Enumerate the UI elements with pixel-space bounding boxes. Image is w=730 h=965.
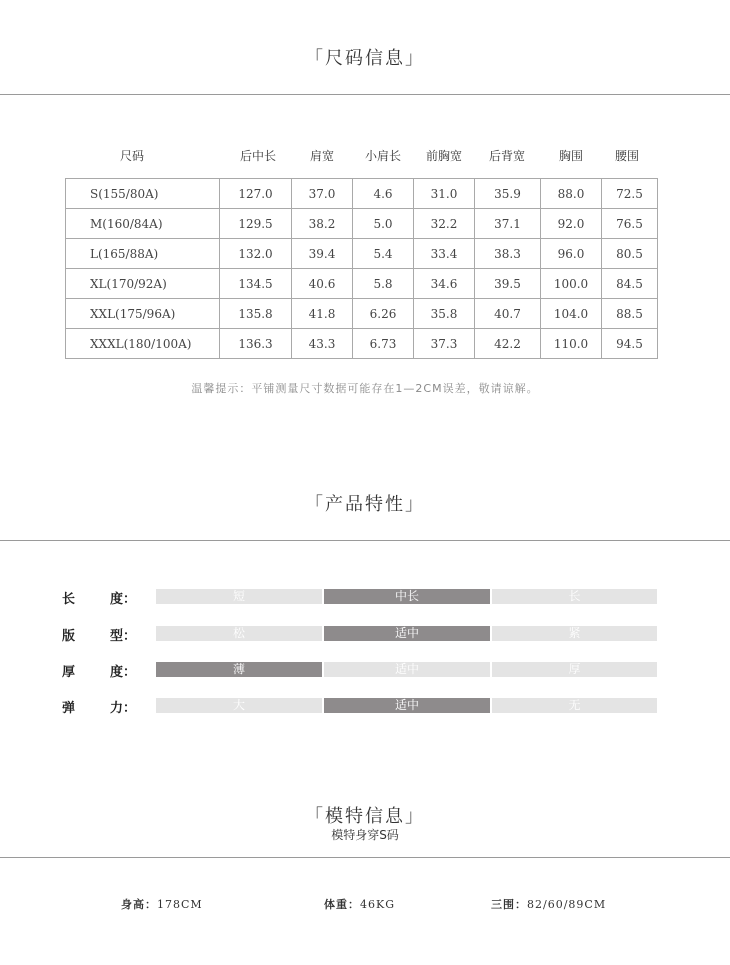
size-cell-value: 94.5 xyxy=(602,329,658,359)
size-cell-value: 38.3 xyxy=(475,239,541,269)
feature-option: 厚 xyxy=(492,662,657,677)
header-back-width: 后背宽 xyxy=(488,149,526,163)
feature-option: 适中 xyxy=(324,662,490,677)
model-subtitle: 模特身穿S码 xyxy=(331,828,399,842)
size-row xyxy=(66,209,658,239)
size-cell-value: 4.6 xyxy=(353,179,414,209)
feature-option: 紧 xyxy=(492,626,657,641)
feature-option: 无 xyxy=(492,698,657,713)
feature-option-selected: 适中 xyxy=(324,698,490,713)
size-cell-value: 132.0 xyxy=(220,239,292,269)
feature-label-char: 长 xyxy=(62,592,76,607)
feature-label-char: 弹 xyxy=(62,701,76,716)
size-row xyxy=(66,269,658,299)
size-cell-value: 80.5 xyxy=(602,239,658,269)
size-cell-value: 42.2 xyxy=(475,329,541,359)
size-cell-value: 38.2 xyxy=(292,209,353,239)
size-cell-label: S(155/80A) xyxy=(66,179,220,209)
model-measurements-label: 三围： xyxy=(491,898,527,911)
size-cell-value: 43.3 xyxy=(292,329,353,359)
size-cell-value: 88.0 xyxy=(541,179,602,209)
size-table xyxy=(65,178,658,359)
size-cell-value: 37.1 xyxy=(475,209,541,239)
size-cell-value: 39.5 xyxy=(475,269,541,299)
size-cell-value: 135.8 xyxy=(220,299,292,329)
size-cell-value: 37.0 xyxy=(292,179,353,209)
header-shoulder: 肩宽 xyxy=(309,149,335,163)
model-height xyxy=(121,896,203,912)
size-section-divider xyxy=(0,94,730,95)
size-cell-value: 134.5 xyxy=(220,269,292,299)
model-section-title: 「模特信息」 xyxy=(305,806,425,827)
size-cell-value: 5.4 xyxy=(353,239,414,269)
size-cell-value: 92.0 xyxy=(541,209,602,239)
size-cell-value: 33.4 xyxy=(414,239,475,269)
header-size: 尺码 xyxy=(119,149,145,163)
feature-label-suffix: 力： xyxy=(110,701,137,716)
size-cell-value: 5.0 xyxy=(353,209,414,239)
header-small-shoulder: 小肩长 xyxy=(364,149,402,163)
size-row xyxy=(66,239,658,269)
header-front-chest: 前胸宽 xyxy=(425,149,463,163)
feature-option: 长 xyxy=(492,589,657,604)
header-waist: 腰围 xyxy=(614,149,640,163)
size-row xyxy=(66,179,658,209)
size-cell-value: 88.5 xyxy=(602,299,658,329)
size-cell-value: 40.7 xyxy=(475,299,541,329)
header-back-length: 后中长 xyxy=(239,149,277,163)
size-cell-value: 72.5 xyxy=(602,179,658,209)
size-cell-value: 35.9 xyxy=(475,179,541,209)
size-cell-value: 127.0 xyxy=(220,179,292,209)
size-cell-value: 32.2 xyxy=(414,209,475,239)
header-chest: 胸围 xyxy=(558,149,584,163)
size-cell-value: 110.0 xyxy=(541,329,602,359)
feature-label-suffix: 型： xyxy=(110,629,137,644)
feature-option: 短 xyxy=(156,589,322,604)
size-cell-value: 136.3 xyxy=(220,329,292,359)
size-cell-value: 6.26 xyxy=(353,299,414,329)
feature-option: 松 xyxy=(156,626,322,641)
feature-label-suffix: 度： xyxy=(110,665,137,680)
size-row xyxy=(66,299,658,329)
size-cell-value: 41.8 xyxy=(292,299,353,329)
model-weight-label: 体重： xyxy=(324,898,360,911)
feature-section-title: 「产品特性」 xyxy=(305,494,425,515)
size-cell-label: XXXL(180/100A) xyxy=(66,329,220,359)
model-height-value: 178CM xyxy=(157,898,203,911)
model-measurements-value: 82/60/89CM xyxy=(527,898,607,911)
feature-option-selected: 中长 xyxy=(324,589,490,604)
size-table-header xyxy=(65,147,657,161)
size-cell-value: 39.4 xyxy=(292,239,353,269)
size-cell-label: L(165/88A) xyxy=(66,239,220,269)
size-cell-label: XXL(175/96A) xyxy=(66,299,220,329)
feature-label-char: 厚 xyxy=(62,665,76,680)
model-measurements xyxy=(491,896,606,912)
size-section-title: 「尺码信息」 xyxy=(305,48,425,69)
size-cell-value: 129.5 xyxy=(220,209,292,239)
feature-option-selected: 适中 xyxy=(324,626,490,641)
model-height-label: 身高： xyxy=(121,898,157,911)
size-cell-value: 5.8 xyxy=(353,269,414,299)
size-cell-value: 76.5 xyxy=(602,209,658,239)
size-cell-value: 84.5 xyxy=(602,269,658,299)
size-cell-value: 6.73 xyxy=(353,329,414,359)
size-cell-value: 35.8 xyxy=(414,299,475,329)
size-cell-value: 31.0 xyxy=(414,179,475,209)
size-cell-value: 37.3 xyxy=(414,329,475,359)
size-row xyxy=(66,329,658,359)
size-cell-label: XL(170/92A) xyxy=(66,269,220,299)
size-cell-value: 100.0 xyxy=(541,269,602,299)
feature-option: 大 xyxy=(156,698,322,713)
size-cell-label: M(160/84A) xyxy=(66,209,220,239)
model-weight xyxy=(324,896,395,912)
model-weight-value: 46KG xyxy=(360,898,396,911)
size-cell-value: 40.6 xyxy=(292,269,353,299)
model-section-divider xyxy=(0,857,730,858)
size-cell-value: 34.6 xyxy=(414,269,475,299)
size-cell-value: 96.0 xyxy=(541,239,602,269)
feature-section-divider xyxy=(0,540,730,541)
feature-label-char: 版 xyxy=(62,629,76,644)
measurement-note: 温馨提示：平铺测量尺寸数据可能存在1—2CM误差，敬请谅解。 xyxy=(191,382,539,395)
feature-label-suffix: 度： xyxy=(110,592,137,607)
feature-option-selected: 薄 xyxy=(156,662,322,677)
size-cell-value: 104.0 xyxy=(541,299,602,329)
